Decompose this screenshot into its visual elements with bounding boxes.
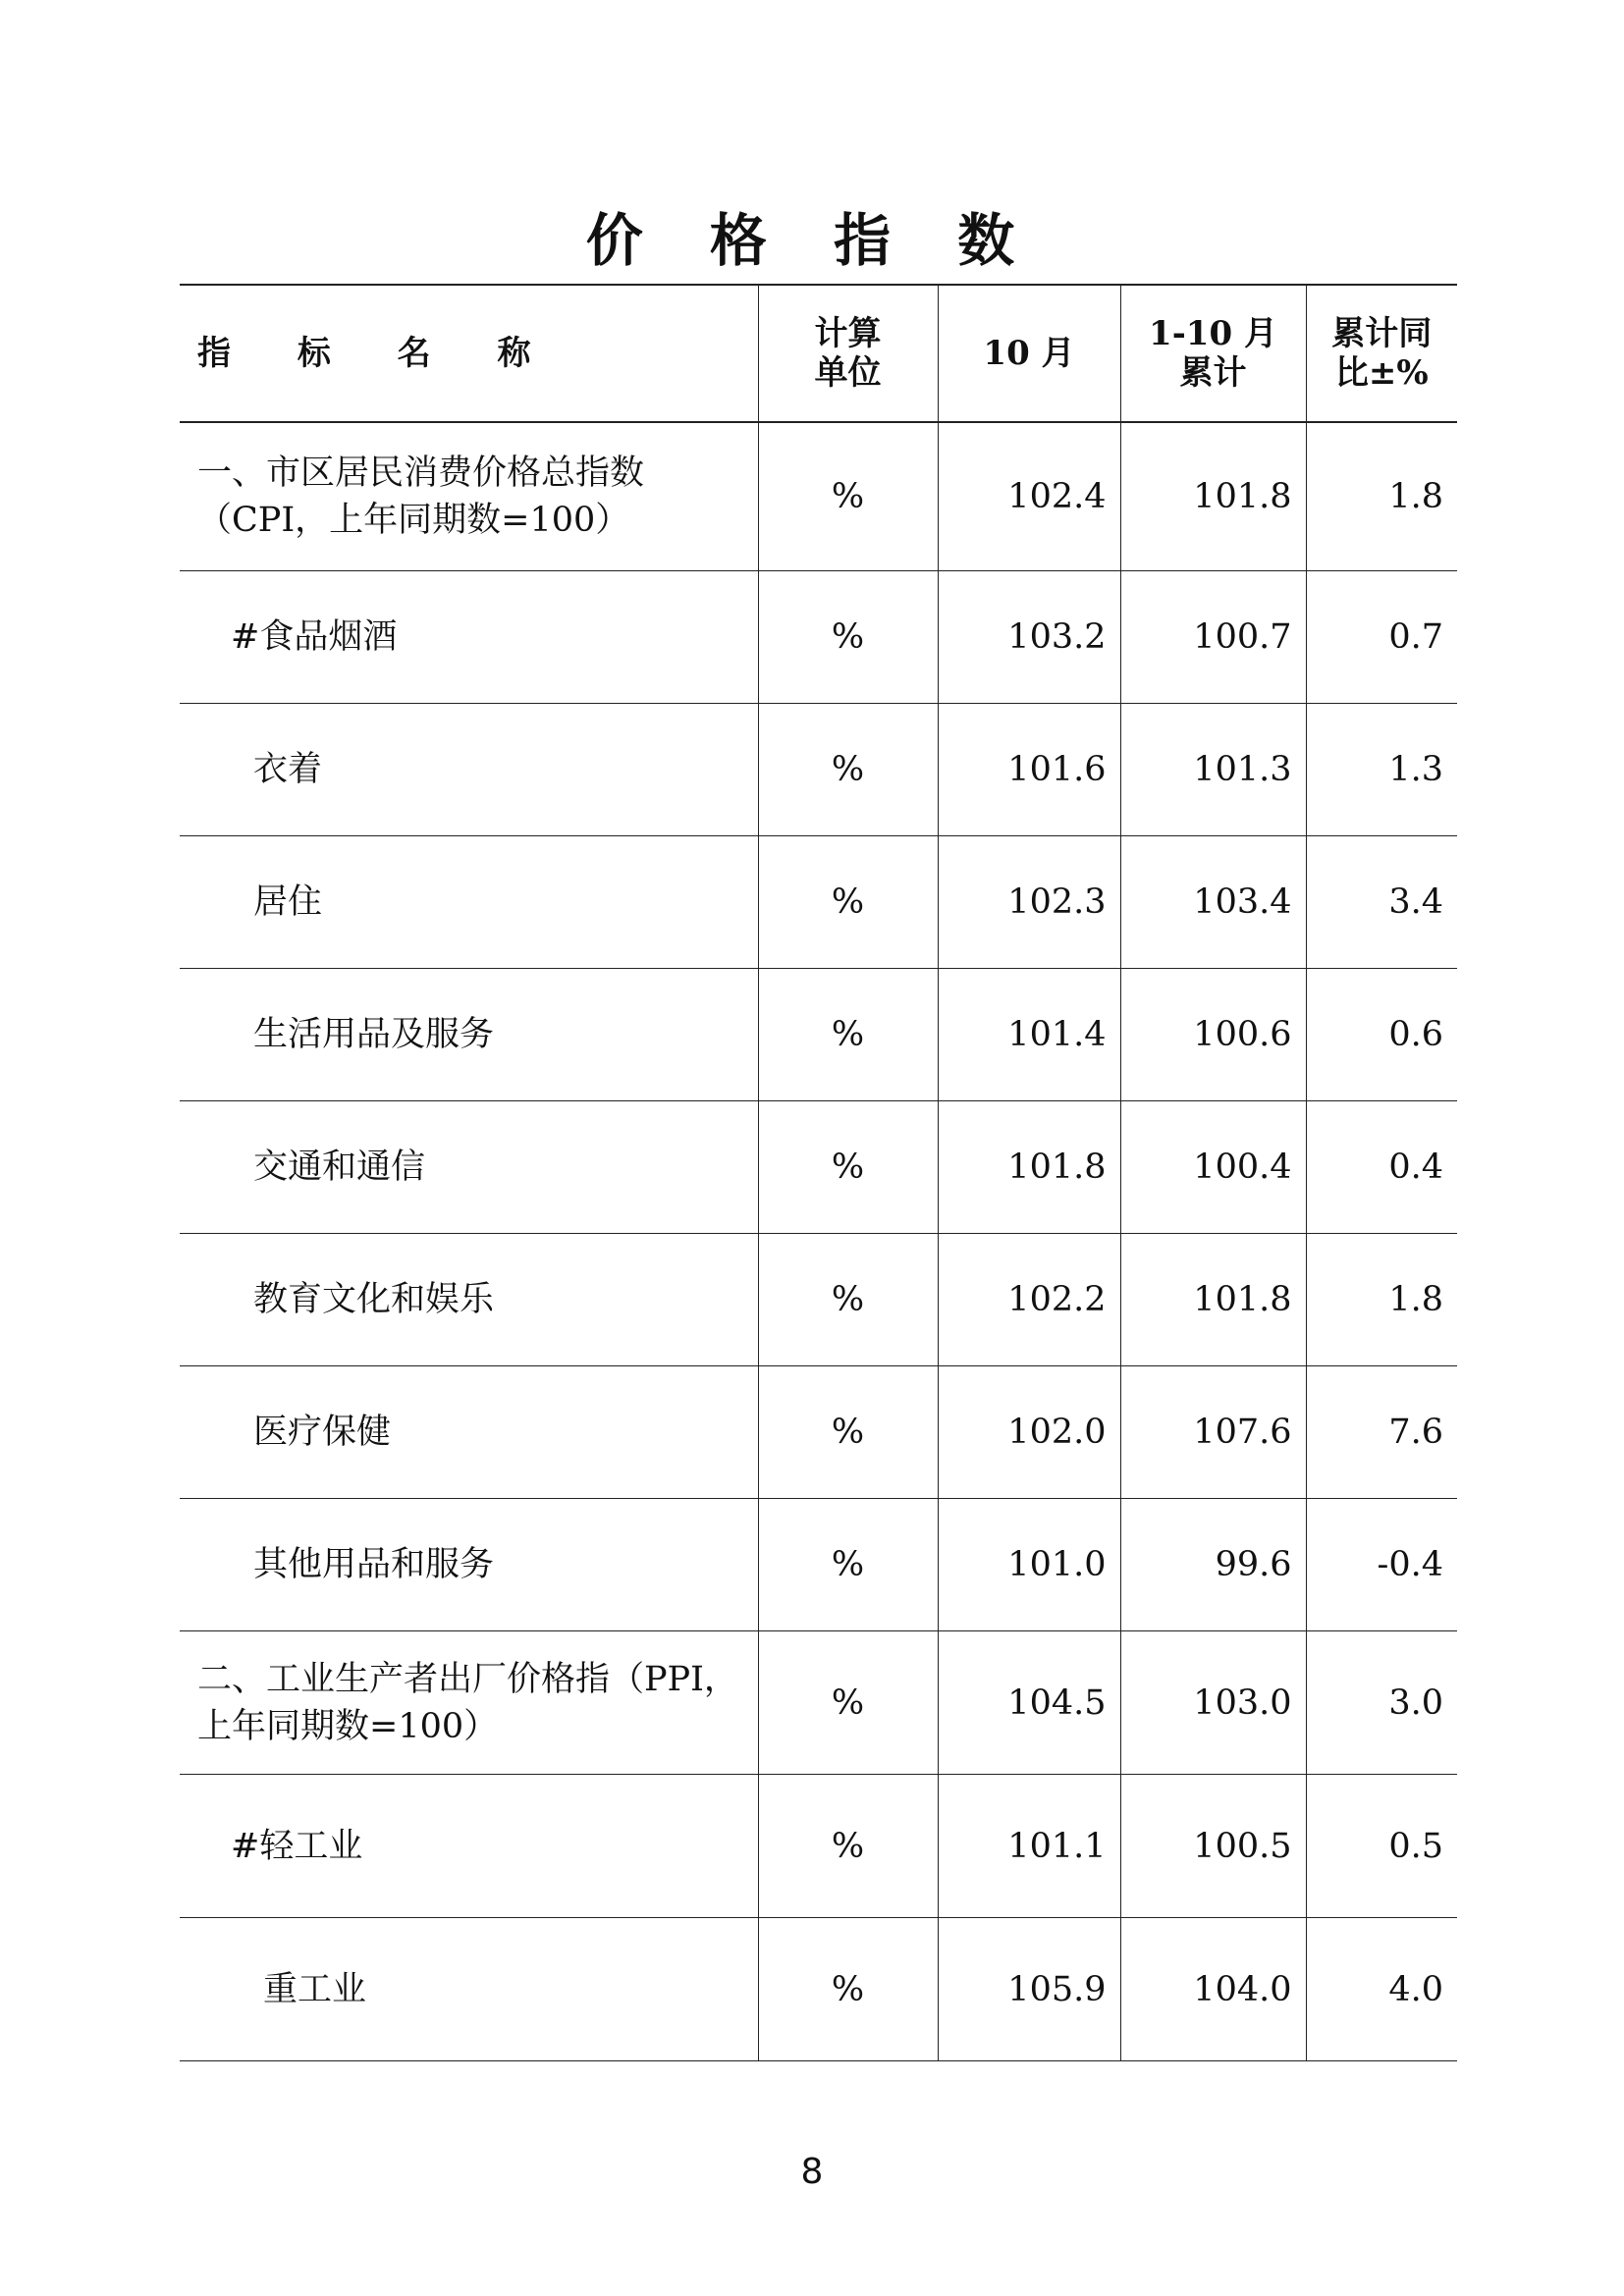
row-label: 重工业 [180, 1918, 758, 2061]
row-label: 交通和通信 [180, 1101, 758, 1234]
row-unit: % [758, 1918, 938, 2061]
row-cumulative-value: 107.6 [1120, 1366, 1306, 1499]
row-month-value: 104.5 [938, 1631, 1120, 1775]
table-row [180, 1366, 1457, 1499]
row-yoy-value: 1.8 [1306, 1234, 1457, 1366]
row-unit: % [758, 1234, 938, 1366]
row-label: 其他用品和服务 [180, 1499, 758, 1631]
row-unit: % [758, 836, 938, 969]
row-label: #轻工业 [180, 1775, 758, 1918]
row-label-line1: 一、市区居民消费价格总指数 [197, 454, 645, 493]
row-month-value: 102.2 [938, 1234, 1120, 1366]
row-cumulative-value: 104.0 [1120, 1918, 1306, 2061]
row-label [180, 1631, 758, 1775]
row-month-value: 102.3 [938, 836, 1120, 969]
row-month-value: 101.6 [938, 704, 1120, 836]
header-unit-line1: 计算 [814, 314, 882, 353]
row-cumulative-value: 100.7 [1120, 571, 1306, 704]
table-row [180, 1631, 1457, 1775]
row-yoy-value: 4.0 [1306, 1918, 1457, 2061]
row-label: 衣着 [180, 704, 758, 836]
row-label [180, 422, 758, 571]
header-cumulative-line2: 累计 [1179, 353, 1247, 393]
table-row [180, 1234, 1457, 1366]
row-cumulative-value: 99.6 [1120, 1499, 1306, 1631]
row-yoy-value: 0.6 [1306, 969, 1457, 1101]
row-label: 教育文化和娱乐 [180, 1234, 758, 1366]
row-label: 生活用品及服务 [180, 969, 758, 1101]
row-unit: % [758, 969, 938, 1101]
row-unit: % [758, 1101, 938, 1234]
table-row [180, 1918, 1457, 2061]
table-row [180, 969, 1457, 1101]
row-yoy-value: 1.3 [1306, 704, 1457, 836]
row-unit: % [758, 422, 938, 571]
row-cumulative-value: 101.8 [1120, 1234, 1306, 1366]
row-cumulative-value: 100.6 [1120, 969, 1306, 1101]
row-month-value: 101.8 [938, 1101, 1120, 1234]
row-yoy-value: 7.6 [1306, 1366, 1457, 1499]
header-yoy [1306, 285, 1457, 422]
row-yoy-value: 0.5 [1306, 1775, 1457, 1918]
row-cumulative-value: 101.8 [1120, 422, 1306, 571]
table-row [180, 704, 1457, 836]
row-unit: % [758, 571, 938, 704]
row-label: 居住 [180, 836, 758, 969]
row-unit: % [758, 1775, 938, 1918]
page-number: 8 [800, 2152, 824, 2192]
table-row [180, 1499, 1457, 1631]
header-month: 10 月 [938, 285, 1120, 422]
row-yoy-value: 0.7 [1306, 571, 1457, 704]
row-month-value: 101.1 [938, 1775, 1120, 1918]
row-label: #食品烟酒 [180, 571, 758, 704]
price-index-table [180, 284, 1457, 2061]
header-cumulative [1120, 285, 1306, 422]
row-yoy-value: 3.4 [1306, 836, 1457, 969]
row-label-line2: 上年同期数=100） [197, 1706, 499, 1746]
row-cumulative-value: 103.4 [1120, 836, 1306, 969]
row-unit: % [758, 704, 938, 836]
row-yoy-value: 0.4 [1306, 1101, 1457, 1234]
row-month-value: 101.4 [938, 969, 1120, 1101]
table-row [180, 836, 1457, 969]
row-cumulative-value: 103.0 [1120, 1631, 1306, 1775]
row-month-value: 102.4 [938, 422, 1120, 571]
row-month-value: 105.9 [938, 1918, 1120, 2061]
row-cumulative-value: 101.3 [1120, 704, 1306, 836]
row-yoy-value: 3.0 [1306, 1631, 1457, 1775]
row-unit: % [758, 1499, 938, 1631]
header-unit [758, 285, 938, 422]
row-yoy-value: -0.4 [1306, 1499, 1457, 1631]
header-yoy-line2: 比±% [1334, 353, 1429, 393]
row-unit: % [758, 1366, 938, 1499]
row-cumulative-value: 100.4 [1120, 1101, 1306, 1234]
row-label-line1: 二、工业生产者出厂价格指（PPI， [197, 1659, 738, 1699]
header-yoy-line1: 累计同 [1331, 314, 1433, 353]
table-row [180, 571, 1457, 704]
row-yoy-value: 1.8 [1306, 422, 1457, 571]
table-header-row [180, 285, 1457, 422]
header-unit-line2: 单位 [814, 353, 882, 393]
table-row [180, 1101, 1457, 1234]
table-row [180, 422, 1457, 571]
table-row [180, 1775, 1457, 1918]
row-label-line2: （CPI，上年同期数=100） [197, 501, 630, 540]
row-label: 医疗保健 [180, 1366, 758, 1499]
header-cumulative-line1: 1-10 月 [1149, 314, 1277, 353]
row-month-value: 102.0 [938, 1366, 1120, 1499]
row-unit: % [758, 1631, 938, 1775]
page-title: 价 格 指 数 [585, 207, 1039, 274]
header-indicator-name: 指 标 名 称 [180, 285, 758, 422]
row-month-value: 101.0 [938, 1499, 1120, 1631]
row-month-value: 103.2 [938, 571, 1120, 704]
row-cumulative-value: 100.5 [1120, 1775, 1306, 1918]
